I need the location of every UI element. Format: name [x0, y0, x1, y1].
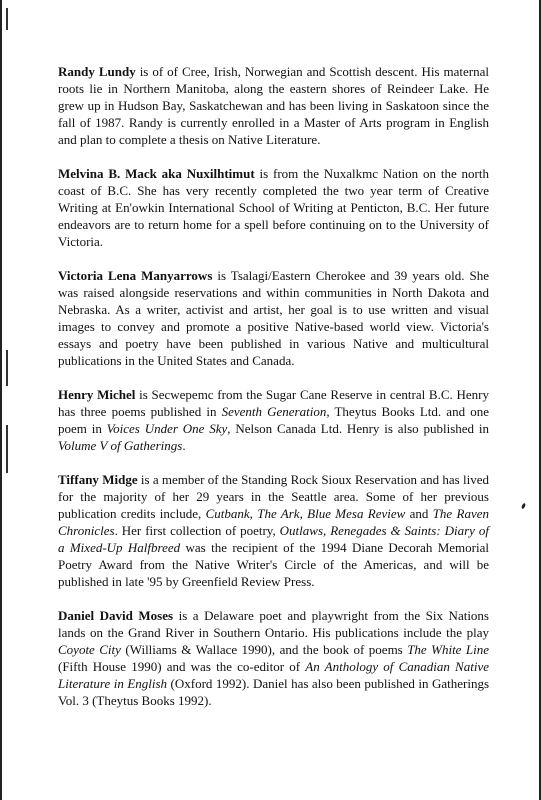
- bio-text: .: [182, 438, 186, 453]
- bio-text: and: [405, 506, 433, 521]
- contributor-bio: [58, 63, 489, 148]
- scan-margin-mark: [6, 8, 8, 30]
- bio-text: , Theytus Books Ltd. and one poem in: [58, 404, 489, 436]
- scan-margin-mark: [6, 425, 8, 473]
- contributor-name: Henry Michel: [58, 387, 136, 402]
- bio-text: is Secwepemc from the Sugar Cane Reserve in central B.C. Henry has three poems published in: [58, 387, 489, 419]
- contributor-bios: [58, 63, 489, 726]
- scan-margin-mark: [6, 350, 8, 386]
- contributor-name: Melvina B. Mack aka Nuxilhtimut: [58, 166, 255, 181]
- contributor-name: Daniel David Moses: [58, 608, 174, 623]
- contributor-bio: [58, 607, 489, 709]
- page-edge-left: [0, 0, 2, 800]
- contributor-name: Randy Lundy: [58, 64, 136, 79]
- publication-title: Coyote City: [58, 642, 121, 657]
- bio-text: is of of Cree, Irish, Norwegian and Scottish descent. His maternal roots lie in Northern Manitoba, along the eastern shores of Reindeer Lake. He grew up in Hudson Bay, Saskatchewan and has been living in Saskatoon since the fall of 1987. Randy is currently enrolled in a Master of Arts program in English and plan to complete a thesis on Native Literature.: [58, 64, 489, 147]
- publication-title: Outlaws, Renegades & Saints: Diary of a Mixed-Up Halfbreed: [58, 523, 489, 555]
- bio-text: is a member of the Standing Rock Sioux Reservation and has lived for the majority of her 29 years in the Seattle area. Some of her previous publication credits include,: [58, 472, 489, 521]
- bio-text: (Fifth House 1990) and was the co-editor of: [58, 659, 306, 674]
- bio-text: was the recipient of the 1994 Diane Decorah Memorial Poetry Award from the Native Writer's Circle of the Americas, and will be published in late '95 by Greenfield Review Press.: [58, 540, 489, 589]
- bio-text: is a Delaware poet and playwright from the Six Nations lands on the Grand River in Southern Ontario. His publications include the play: [58, 608, 489, 640]
- bio-text: is from the Nuxalkmc Nation on the north coast of B.C. She has very recently completed the two year term of Creative Writing at En'owkin International School of Writing at Penticton, B.C. Her future endeavors are to return home for a spell before continuing on to the University of Victoria.: [58, 166, 489, 249]
- publication-title: Cutbank, The Ark, Blue Mesa Review: [205, 506, 406, 521]
- publication-title: Voices Under One Sky: [106, 421, 228, 436]
- publication-title: The White Line: [407, 642, 489, 657]
- publication-title: An Anthology of Canadian Native Literature in English: [58, 659, 489, 691]
- bio-text: (Williams & Wallace 1990), and the book of poems: [120, 642, 408, 657]
- bio-text: , Nelson Canada Ltd. Henry is also published in: [227, 421, 489, 436]
- contributor-bio: [58, 471, 489, 590]
- bio-text: is Tsalagi/Eastern Cherokee and 39 years old. She was raised alongside reservations and within communities in North Dakota and Nebraska. As a writer, activist and artist, her goal is to use written and visual images to convey and promote a positive Native-based world view. Victoria's essays and poetry have been published in various Native and multicultural publications in the United States and Canada.: [58, 268, 489, 368]
- publication-title: Volume V of Gatherings: [58, 438, 183, 453]
- bio-text: (Oxford 1992). Daniel has also been published in Gatherings Vol. 3 (Theytus Books 1992).: [58, 676, 490, 708]
- scan-speck: [521, 503, 526, 510]
- contributor-name: Tiffany Midge: [58, 472, 138, 487]
- contributor-bio: [58, 386, 489, 454]
- contributor-bio: [58, 165, 489, 250]
- bio-text: . Her first collection of poetry,: [114, 523, 280, 538]
- publication-title: Seventh Generation: [221, 404, 327, 419]
- contributor-bio: [58, 267, 489, 369]
- publication-title: The Raven Chronicles: [58, 506, 489, 538]
- contributor-name: Victoria Lena Manyarrows: [58, 268, 213, 283]
